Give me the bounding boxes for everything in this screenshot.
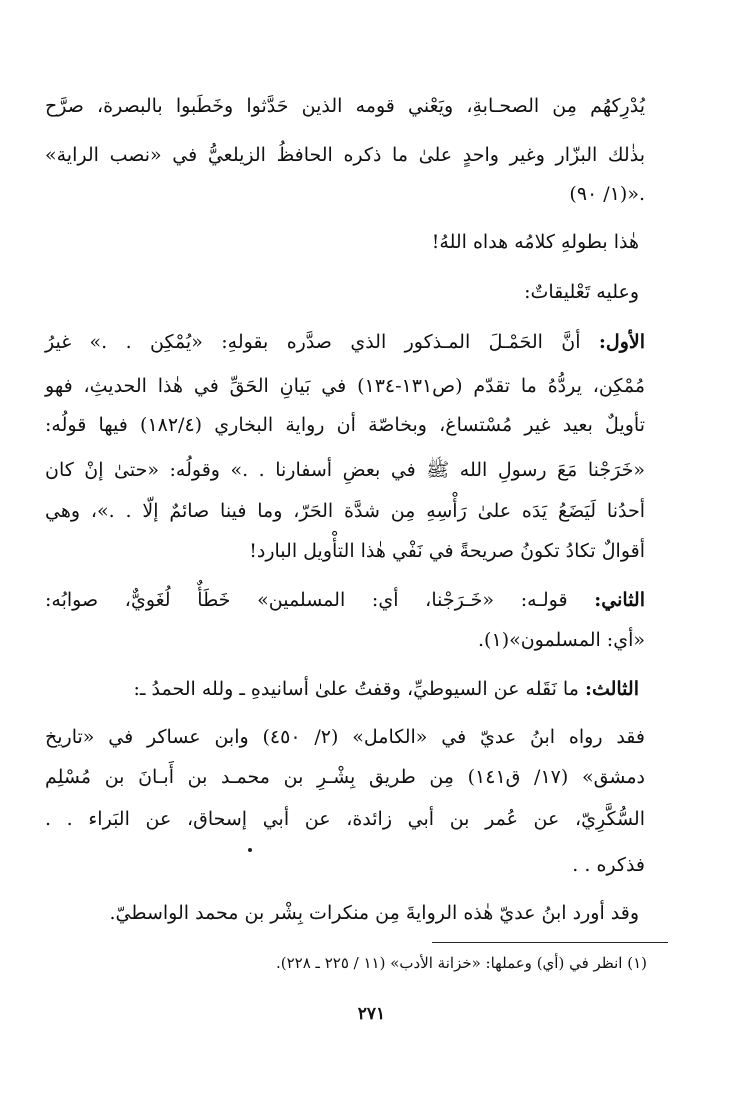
- text-line-9: «خَرَجْنا مَعَ رسولِ الله ﷺ في بعضِ أسفارنا . .» وقولُه: «حتىٰ إنْ كان: [45, 459, 645, 481]
- first-point-text: أنَّ الحَمْـلَ المـذكور الذي صدَّره بقولهِ: «يُمْكِن . .» غيرُ: [45, 331, 599, 353]
- first-point-label: الأول:: [598, 331, 645, 353]
- third-point-text: ما نَقَله عن السيوطيِّ، وقفتُ علىٰ أسانيدهِ ـ ولله الحمدُ ـ:: [133, 678, 585, 700]
- text-line-5: وعليه تَعْليقاتٌ:: [524, 281, 639, 303]
- text-line-3: .«(١/ ٩٠): [569, 183, 645, 205]
- text-line-7: مُمْكِن، يردُّهُ ما تقدّم (ص١٣١-١٣٤) في بَيانِ الحَقِّ في هٰذا الحديثِ، فهو: [45, 375, 645, 397]
- text-line-17: السُّكَّرِيّ، عن عُمر بن أبي زائدة، عن أبي إسحاق، عن البَراء . .: [45, 808, 645, 830]
- page-number: ٢٧١: [357, 1004, 386, 1024]
- text-line-2: بذٰلك البزّار وغير واحدٍ علىٰ ما ذكره الحافظُ الزيلعيُّ في «نصب الراية»: [45, 144, 645, 166]
- text-line-8: تأويلٌ بعيد غير مُسْتساغ، وبخاصّة أن رواية البخاري (١٨٢/٤) فيها قولُه:: [45, 414, 645, 436]
- stray-mark: [248, 848, 252, 852]
- paragraph-third-line: [39, 675, 639, 703]
- text-line-15: فقد رواه ابنُ عديّ في «الكامل» (٢/ ٤٥٠) وابن عساكر في «تاريخ: [45, 726, 645, 748]
- text-line-10: أحدُنا لَيَضَعُ يَدَه علىٰ رَأْسِهِ مِن شدَّة الحَرّ، وما فينا صائمٌ إلّا . .»، وهي: [45, 500, 645, 522]
- footnote: (١) انظر في (أي) وعملها: «خزانة الأدب» (١١ / ٢٢٥ ـ ٢٢٨).: [275, 954, 647, 972]
- text-line-19: وقد أورد ابنُ عديّ هٰذه الروايةَ مِن منكرات بِشْر بن محمد الواسطيّ.: [109, 902, 639, 924]
- second-point-text: قولـه: «خَـرَجْنا، أي: المسلمين» خَطَأٌ لُغَويٌّ، صوابُه:: [45, 589, 595, 611]
- text-line-16: دمشق» (١٧/ ق١٤١) مِن طريق بِشْـرِ بن محمـد بن أَبـانَ بن مُسْلِم: [45, 766, 646, 788]
- text-line-4: هٰذا بطولهِ كلامُه هداه اللهُ!: [431, 231, 639, 253]
- third-point-label: الثالث:: [584, 678, 639, 700]
- text-line-13: «أي: المسلمون»(١).: [478, 629, 645, 651]
- text-line-11: أقوالٌ تكادُ تكونُ صريحةً في نَفْي هٰذا التأْويل البارد!: [249, 540, 645, 562]
- footnote-divider: [432, 942, 668, 943]
- paragraph-first-line: [45, 328, 645, 356]
- second-point-label: الثاني:: [594, 589, 645, 611]
- paragraph-second-line: [45, 586, 645, 614]
- text-line-1: يُدْرِكهُم مِن الصحـابةِ، ويَعْني قومه الذين حَدَّثوا وخَطَبوا بالبصرة، صرَّح: [45, 95, 645, 117]
- text-line-18: فذكره . .: [572, 854, 645, 876]
